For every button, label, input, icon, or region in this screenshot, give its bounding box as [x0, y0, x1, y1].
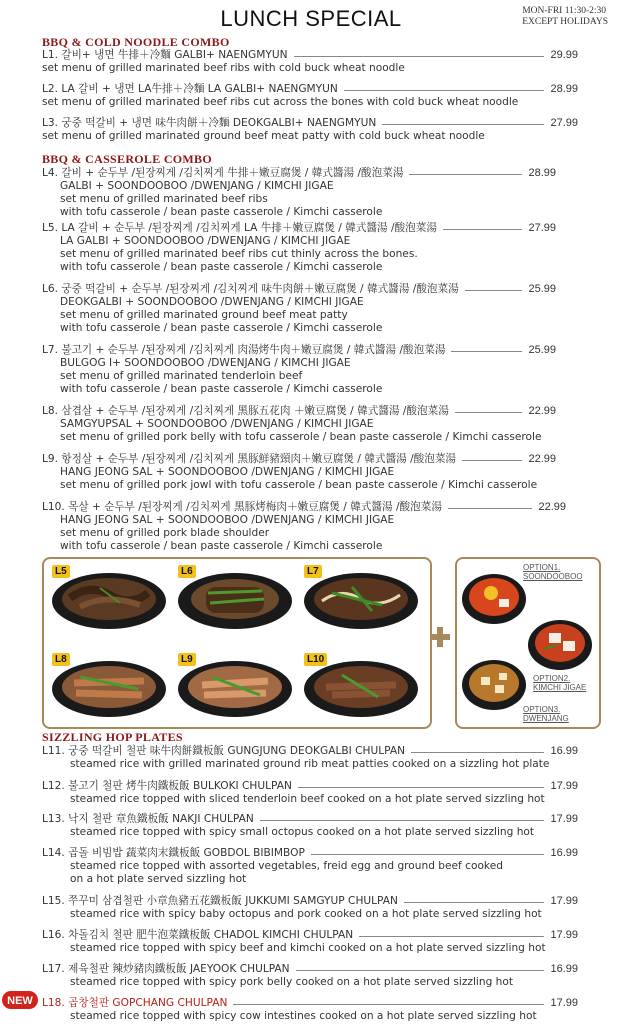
item-desc: steamed rice topped with spicy cow intestines cooked on a hot plate served sizzling hot — [70, 1010, 537, 1022]
menu-item-l5 — [42, 222, 556, 274]
item-desc: steamed rice topped with sliced tenderloin beef cooked on a hot plate served sizzling hot — [70, 793, 545, 805]
section-title-hop: SIZZLING HOP PLATES — [42, 730, 183, 744]
menu-item-l8 — [42, 405, 556, 444]
item-name: L9. 항정살 + 순두부 /된장찌게 /김치찌게 黑豚鮮豬頸肉＋嫩豆腐煲 / 韓式醬湯 /酸泡菜湯 — [42, 453, 457, 465]
item-desc: set menu of grilled pork blade shoulder — [60, 527, 270, 539]
item-sub: HANG JEONG SAL + SOONDOOBOO /DWENJANG / KIMCHI JIGAE — [60, 514, 395, 526]
section-title-combo2: BBQ & CASSEROLE COMBO — [42, 152, 212, 166]
item-name: L6. 궁중 떡갈비 + 순두부 /된장찌게 /김치찌게 味牛肉餅＋嫩豆腐煲 / 韓式醬湯 /酸泡菜湯 — [42, 283, 459, 295]
dwenjang-photo — [461, 655, 527, 715]
dish-tag: L5 — [52, 565, 70, 578]
item-desc: set menu of grilled pork jowl with tofu casserole / bean paste casserole / Kimchi casserole — [60, 479, 538, 491]
option3-label: OPTION3. DWENJANG — [523, 705, 569, 723]
item-desc: set menu of grilled marinated tenderloin beef — [60, 370, 303, 382]
item-desc: steamed rice topped with spicy small octopus cooked on a hot plate served sizzling hot — [70, 826, 535, 838]
item-desc: set menu of grilled marinated ground beef meat patty — [60, 309, 348, 321]
item-desc: steamed rice topped with spicy pork belly cooked on a hot plate served sizzling hot — [70, 976, 514, 988]
holidays-line: EXCEPT HOLIDAYS — [522, 17, 608, 27]
item-name: L14. 곱돌 비빔밥 蔬菜肉末鐵板飯 GOBDOL BIBIMBOP — [42, 847, 305, 859]
item-desc: with tofu casserole / bean paste casserole / Kimchi casserole — [60, 540, 383, 552]
item-name: L13. 낙지 철판 章魚鐵板飯 NAKJI CHULPAN — [42, 813, 254, 825]
menu-item-l10 — [42, 501, 566, 553]
new-badge-label: NEW — [7, 995, 33, 1007]
item-price: 17.99 — [550, 813, 578, 825]
item-desc: with tofu casserole / bean paste casserole / Kimchi casserole — [60, 322, 383, 334]
item-price: 28.99 — [550, 83, 578, 95]
dish-tag: L10 — [304, 653, 327, 666]
item-price: 25.99 — [528, 283, 556, 295]
item-price: 17.99 — [550, 780, 578, 792]
item-sub: SAMGYUPSAL + SOONDOOBOO /DWENJANG / KIMCHI JIGAE — [60, 418, 374, 430]
menu-item-l15 — [42, 895, 578, 921]
menu-item-l17 — [42, 963, 578, 989]
item-desc: set menu of grilled pork belly with tofu casserole / bean paste casserole / Kimchi casserole — [60, 431, 542, 443]
new-badge — [2, 991, 38, 1009]
item-desc: set menu of grilled marinated ground beef meat patty with cold buck wheat noodle — [42, 130, 485, 142]
option2-label: OPTION2. KIMCHI JIGAE — [533, 674, 587, 692]
menu-item-l1 — [42, 49, 578, 75]
item-price: 22.99 — [528, 453, 556, 465]
item-desc: with tofu casserole / bean paste casserole / Kimchi casserole — [60, 261, 383, 273]
item-price: 27.99 — [550, 117, 578, 129]
dish-tag: L9 — [178, 653, 196, 666]
soondooboo-photo — [461, 569, 527, 629]
item-name: L1. 갈비+ 냉면 牛排＋冷麵 GALBI+ NAENGMYUN — [42, 49, 288, 61]
item-sub: HANG JEONG SAL + SOONDOOBOO /DWENJANG / KIMCHI JIGAE — [60, 466, 395, 478]
plus-icon — [428, 625, 452, 649]
item-desc: set menu of grilled marinated beef ribs — [60, 193, 268, 205]
menu-item-l11 — [42, 745, 578, 771]
item-desc: set menu of grilled marinated beef ribs with cold buck wheat noodle — [42, 62, 405, 74]
item-name: L17. 제육철판 辣炒豬肉鐵板飯 JAEYOOK CHULPAN — [42, 963, 290, 975]
item-name: L10. 목살 + 순두부 /된장찌게 /김치찌게 黑豚烤梅肉＋嫩豆腐煲 / 韓式醬湯 /酸泡菜湯 — [42, 501, 442, 513]
item-price: 22.99 — [528, 405, 556, 417]
item-desc: steamed rice topped with spicy beef and kimchi cooked on a hot plate served sizzling hot — [70, 942, 546, 954]
item-price: 16.99 — [550, 847, 578, 859]
item-name: L3. 궁중 떡갈비 + 냉면 味牛肉餅＋冷麵 DEOKGALBI+ NAENGMYUN — [42, 117, 377, 129]
item-price: 17.99 — [550, 997, 578, 1009]
dish-photo-l8 — [50, 651, 168, 719]
dish-photo-l7 — [302, 563, 420, 631]
item-name: L8. 삼겹살 + 순두부 /된장찌게 /김치찌게 黑豚五花肉 ＋嫩豆腐煲 / 韓式醬湯 /酸泡菜湯 — [42, 405, 449, 417]
menu-item-l14 — [42, 847, 578, 886]
item-desc: steamed rice topped with assorted vegetables, freid egg and ground beef cooked — [70, 860, 503, 872]
hours-note — [522, 6, 608, 28]
item-sub: GALBI + SOONDOOBOO /DWENJANG / KIMCHI JIGAE — [60, 180, 334, 192]
item-price: 16.99 — [550, 963, 578, 975]
item-desc: set menu of grilled marinated beef ribs cut across the bones with cold buck wheat noodle — [42, 96, 519, 108]
hours-line: MON-FRI 11:30-2:30 — [522, 6, 607, 16]
item-sub: DEOKGALBI + SOONDOOBOO /DWENJANG / KIMCHI JIGAE — [60, 296, 364, 308]
item-desc: steamed rice with spicy baby octopus and pork cooked on a hot plate served sizzling hot — [70, 908, 542, 920]
item-price: 16.99 — [550, 745, 578, 757]
dish-tag: L8 — [52, 653, 70, 666]
item-name: L12. 불고기 철판 烤牛肉鐵板飯 BULKOKI CHULPAN — [42, 780, 292, 792]
item-price: 29.99 — [550, 49, 578, 61]
option1-label: OPTION1. SOONDOOBOO — [523, 563, 583, 581]
menu-item-l6 — [42, 283, 556, 335]
dish-photo-panel — [42, 557, 432, 729]
dish-photo-l5 — [50, 563, 168, 631]
item-name: L16. 차돌김치 철판 肥牛泡菜鐵板飯 CHADOL KIMCHI CHULPAN — [42, 929, 354, 941]
kimchi-jigae-photo — [527, 615, 593, 675]
item-name: L5. LA 갈비 + 순두부 /된장찌게 /김치찌게 LA 牛排＋嫩豆腐煲 / 韓式醬湯 /酸泡菜湯 — [42, 222, 437, 234]
item-desc: steamed rice with grilled marinated ground rib meat patties cooked on a sizzling hot plate — [70, 758, 550, 770]
menu-item-l7 — [42, 344, 556, 396]
dish-tag: L6 — [178, 565, 196, 578]
menu-item-l12 — [42, 780, 578, 806]
dish-tag: L7 — [304, 565, 322, 578]
page-title: LUNCH SPECIAL — [220, 6, 402, 31]
menu-item-l18 — [42, 997, 578, 1023]
menu-item-l16 — [42, 929, 578, 955]
item-name: L2. LA 갈비 + 냉면 LA牛排＋冷麵 LA GALBI+ NAENGMYUN — [42, 83, 338, 95]
item-name: L7. 불고기 + 순두부 /된장찌게 /김치찌게 肉湯烤牛肉＋嫩豆腐煲 / 韓式醬湯 /酸泡菜湯 — [42, 344, 446, 356]
dish-photo-l9 — [176, 651, 294, 719]
item-price: 25.99 — [528, 344, 556, 356]
section-title-combo1: BBQ & COLD NOODLE COMBO — [42, 35, 230, 49]
item-price: 27.99 — [528, 222, 556, 234]
dish-photo-l10 — [302, 651, 420, 719]
menu-item-l9 — [42, 453, 556, 492]
item-name: L18. 곱창철판 GOPCHANG CHULPAN — [42, 997, 228, 1009]
item-name: L11. 궁중 떡갈비 철판 味牛肉餅鐵板飯 GUNGJUNG DEOKGALBI CHULPAN — [42, 745, 406, 757]
menu-item-l2 — [42, 83, 578, 109]
item-desc: with tofu casserole / bean paste casserole / Kimchi casserole — [60, 206, 383, 218]
menu-item-l3 — [42, 117, 578, 143]
item-desc: set menu of grilled marinated beef ribs cut thinly across the bones. — [60, 248, 418, 260]
item-price: 17.99 — [550, 895, 578, 907]
item-price: 22.99 — [538, 501, 566, 513]
item-sub: BULGOG I+ SOONDOOBOO /DWENJANG / KIMCHI JIGAE — [60, 357, 351, 369]
item-desc: on a hot plate served sizzling hot — [70, 873, 247, 885]
item-price: 28.99 — [528, 167, 556, 179]
option-panel — [455, 557, 601, 729]
item-price: 17.99 — [550, 929, 578, 941]
item-name: L4. 갈비 + 순두부 /된장찌게 /김치찌게 牛排＋嫩豆腐煲 / 韓式醬湯 /酸泡菜湯 — [42, 167, 404, 179]
item-name: L15. 쭈꾸미 삼겹철판 小章魚豬五花鐵板飯 JUKKUMI SAMGYUP CHULPAN — [42, 895, 398, 907]
menu-item-l13 — [42, 813, 578, 839]
menu-item-l4 — [42, 167, 556, 219]
item-desc: with tofu casserole / bean paste casserole / Kimchi casserole — [60, 383, 383, 395]
dish-photo-l6 — [176, 563, 294, 631]
item-sub: LA GALBI + SOONDOOBOO /DWENJANG / KIMCHI JIGAE — [60, 235, 351, 247]
